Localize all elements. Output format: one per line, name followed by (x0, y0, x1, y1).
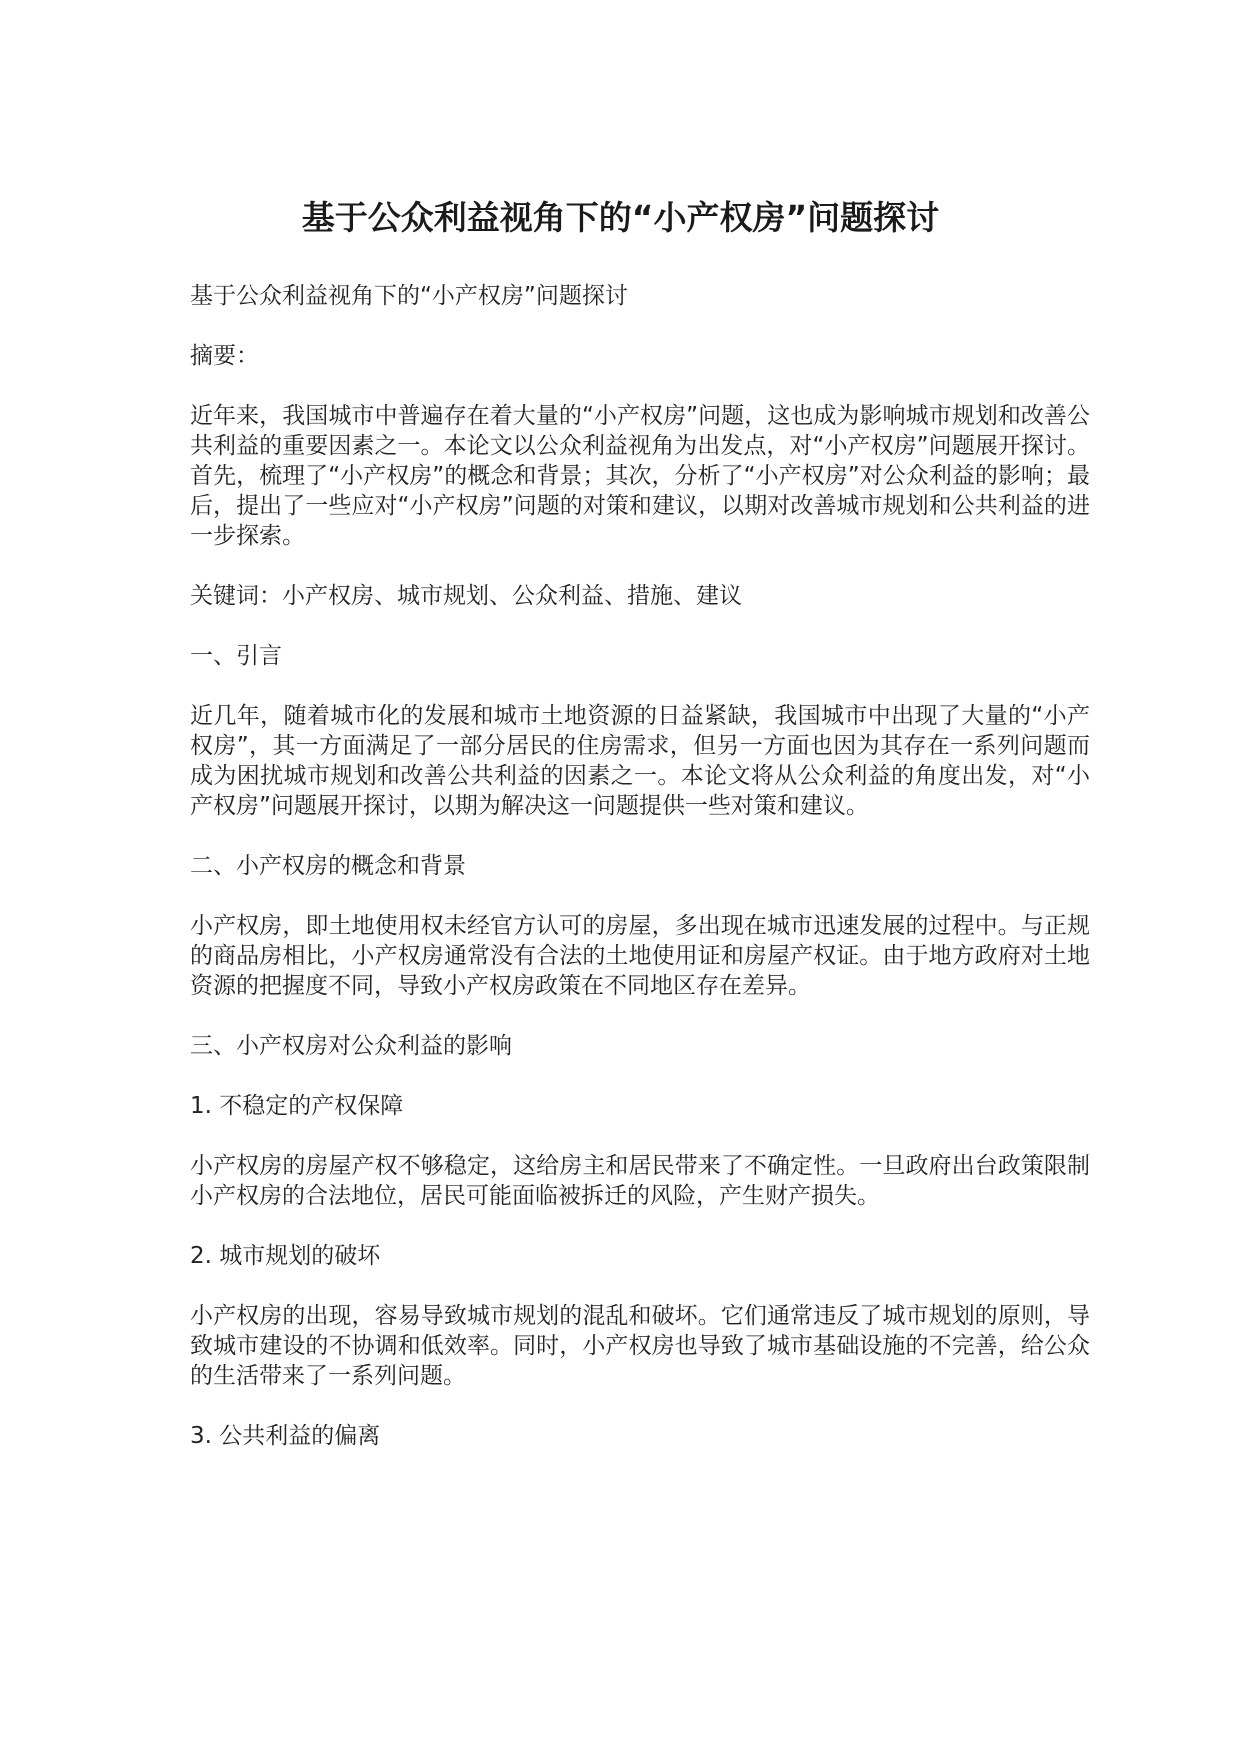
document-title: 基于公众利益视角下的“小产权房”问题探讨 (301, 198, 940, 238)
concept-paragraph: 小产权房，即土地使用权未经官方认可的房屋，多出现在城市迅速发展的过程中。与正规的商品房相比，小产权房通常没有合法的土地使用证和房屋产权证。由于地方政府对土地资源的把握度不同，导致小产权房政策在不同地区存在差异。 (190, 913, 1090, 999)
introduction-paragraph: 近几年，随着城市化的发展和城市土地资源的日益紧缺，我国城市中出现了大量的“小产权房”，其一方面满足了一部分居民的住房需求，但另一方面也因为其存在一系列问题而成为困扰城市规划和改善公共利益的因素之一。本论文将从公众利益的角度出发，对“小产权房”问题展开探讨，以期为解决这一问题提供一些对策和建议。 (190, 703, 1090, 819)
section-heading-concept: 二、小产权房的概念和背景 (190, 853, 466, 879)
abstract-paragraph: 近年来，我国城市中普遍存在着大量的“小产权房”问题，这也成为影响城市规划和改善公共利益的重要因素之一。本论文以公众利益视角为出发点，对“小产权房”问题展开探讨。首先，梳理了“小产权房”的概念和背景；其次，分析了“小产权房”对公众利益的影响；最后，提出了一些应对“小产权房”问题的对策和建议，以期对改善城市规划和公共利益的进一步探索。 (190, 403, 1090, 549)
subheading-public-interest: 3. 公共利益的偏离 (190, 1423, 381, 1449)
abstract-heading: 摘要： (190, 343, 259, 369)
section-heading-impact: 三、小产权房对公众利益的影响 (190, 1033, 512, 1059)
document-body (190, 281, 1090, 1451)
subheading-urban-planning: 2. 城市规划的破坏 (190, 1243, 381, 1269)
keywords-paragraph: 关键词：小产权房、城市规划、公众利益、措施、建议 (190, 583, 742, 609)
urban-planning-paragraph: 小产权房的出现，容易导致城市规划的混乱和破坏。它们通常违反了城市规划的原则，导致城市建设的不协调和低效率。同时，小产权房也导致了城市基础设施的不完善，给公众的生活带来了一系列问题。 (190, 1303, 1090, 1389)
property-rights-paragraph: 小产权房的房屋产权不够稳定，这给房主和居民带来了不确定性。一旦政府出台政策限制小产权房的合法地位，居民可能面临被拆迁的风险，产生财产损失。 (190, 1153, 1090, 1209)
subheading-property-rights: 1. 不稳定的产权保障 (190, 1093, 404, 1119)
subtitle-paragraph: 基于公众利益视角下的“小产权房”问题探讨 (190, 283, 628, 309)
section-heading-introduction: 一、引言 (190, 643, 282, 669)
